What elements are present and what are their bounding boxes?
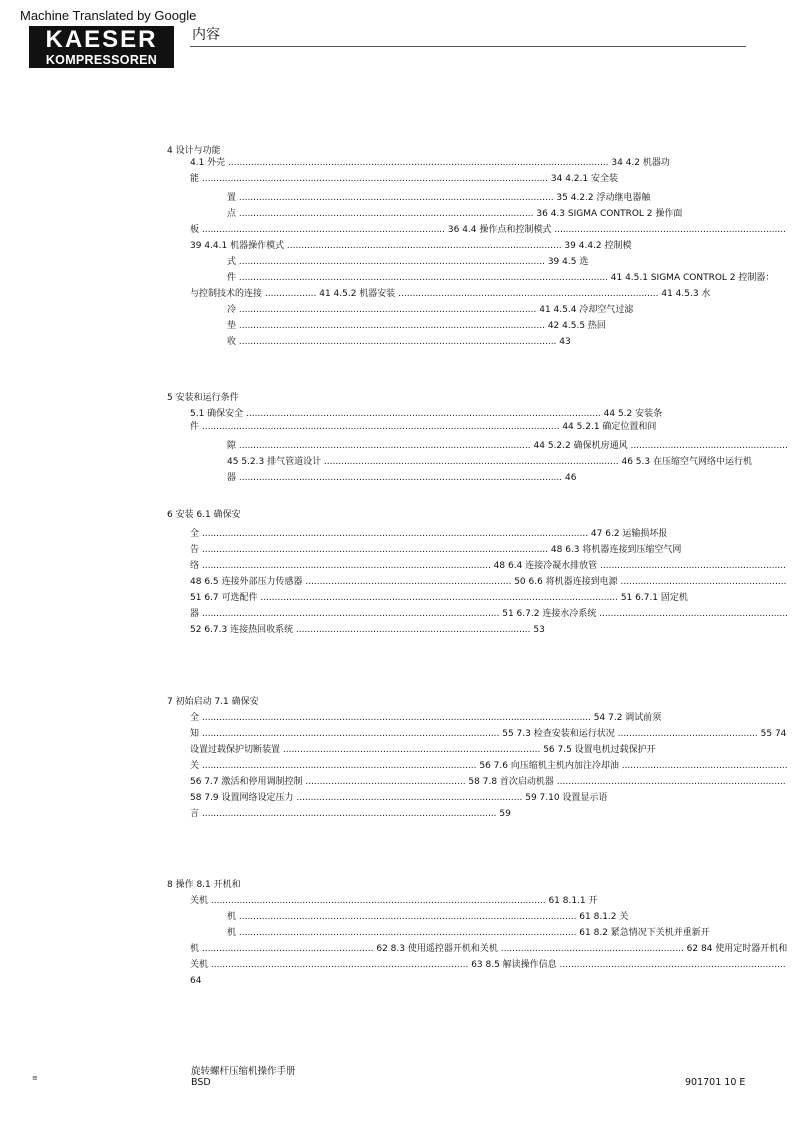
toc-heading: 8 操作 8.1 开机和 bbox=[167, 880, 241, 890]
toc-line: 机 ............................................................ 62 8.3 使用遥控器开机和关机 ................................................................ 62 84 使用定时器开机和 bbox=[190, 944, 788, 954]
toc-line: 器 ................................................................................................................. 46 bbox=[227, 473, 577, 483]
toc-line: 关机 .......................................................................................... 63 8.5 解读操作信息 ............................................................................... bbox=[190, 960, 786, 970]
toc-line: 能 ......................................................................................................................... 34 4.2.1 安全装 bbox=[190, 174, 618, 184]
toc-line: 告 ......................................................................................................................... 48 6.3 将机器连接到压缩空气网 bbox=[190, 545, 682, 555]
toc-line: 48 6.5 连接外部压力传感器 ........................................................................ 50 6.6 将机器连接到电源 .......................................................... bbox=[190, 577, 787, 587]
footer-model: BSD bbox=[191, 1077, 211, 1088]
toc-line: 收 ............................................................................................................... 43 bbox=[227, 337, 571, 347]
toc-line: 56 7.7 激活和停用调制控制 ........................................................ 58 7.8 首次启动机器 ................................................................................ bbox=[190, 777, 786, 787]
toc-heading: 6 安装 6.1 确保安 bbox=[167, 510, 241, 520]
toc-line: 置 .............................................................................................................. 35 4.2.2 浮动继电器触 bbox=[227, 193, 651, 203]
page-title: 内容 bbox=[192, 27, 220, 43]
toc-line: 冷 ........................................................................................................ 41 4.5.4 冷却空气过滤 bbox=[227, 305, 634, 315]
toc-line: 络 ..................................................................................................... 48 6.4 连接冷凝水排放管 ................................................................. bbox=[190, 561, 786, 571]
toc-line: 39 4.4.1 机器操作模式 ................................................................................................ 39 4.4.2 控制模 bbox=[190, 241, 632, 251]
footer-mark: ≡ bbox=[32, 1074, 38, 1082]
kaeser-logo bbox=[29, 26, 174, 68]
toc-heading: 7 初始启动 7.1 确保安 bbox=[167, 697, 259, 707]
toc-line: 设置过载保护切断装置 .......................................................................................... 56 7.5 设置电机过载保护开 bbox=[190, 745, 656, 755]
toc-line: 关机 ..................................................................................................................... 61 8.1.1 开 bbox=[190, 896, 598, 906]
toc-line: 件 ................................................................................................................................. 41 4.5.1 SIGMA CONTROL 2 控制器： bbox=[227, 273, 775, 283]
toc-line: 45 5.2.3 排气管道设计 ....................................................................................................... 46 5.3 在压缩空气网络中运行机 bbox=[227, 457, 752, 467]
toc-line: 58 7.9 设置网络设定压力 ............................................................................... 59 7.10 设置显示语 bbox=[190, 793, 608, 803]
footer-doc-number: 901701 10 E bbox=[685, 1077, 746, 1088]
toc-line: 式 ........................................................................................................... 39 4.5 选 bbox=[227, 257, 589, 267]
footer-manual-title: 旋转螺杆压缩机操作手册 bbox=[191, 1066, 296, 1077]
translation-note: Machine Translated by Google bbox=[20, 8, 197, 23]
toc-line: 全 ....................................................................................................................................... 47 6.2 运输损坏报 bbox=[190, 529, 668, 539]
toc-line: 全 ........................................................................................................................................ 54 7.2 调试前须 bbox=[190, 713, 662, 723]
toc-line: 52 6.7.3 连接热回收系统 .................................................................................. 53 bbox=[190, 625, 545, 635]
toc-line: 点 ....................................................................................................... 36 4.3 SIGMA CONTROL 2 操作面 bbox=[227, 209, 683, 219]
toc-line: 51 6.7 可选配件 ............................................................................................................................. 51 6.7.1 固定机 bbox=[190, 593, 688, 603]
toc-line: 言 ....................................................................................................... 59 bbox=[190, 809, 511, 819]
logo-line2: KOMPRESSOREN bbox=[45, 53, 158, 67]
toc-line: 5.1 确保安全 ............................................................................................................................ 44 5.2 安装条 bbox=[190, 409, 663, 419]
toc-line: 器 ........................................................................................................ 51 6.7.2 连接水冷系统 .................................................................. bbox=[190, 609, 788, 619]
toc-heading: 5 安装和运行条件 bbox=[167, 393, 239, 403]
toc-line: 关 ................................................................................................ 56 7.6 向压缩机主机内加注冷却油 .......................................................... bbox=[190, 761, 788, 771]
toc-line: 4.1 外壳 ..................................................................................................................................... 34 4.2 机器功 bbox=[190, 158, 670, 168]
toc-line: 与控制技术的连接 .................. 41 4.5.2 机器安装 ........................................................................................... 41 4.5.3 水 bbox=[190, 289, 711, 299]
header-divider bbox=[190, 46, 746, 47]
toc-line: 板 ..................................................................................... 36 4.4 操作点和控制模式 ................................................................................. bbox=[190, 225, 786, 235]
toc-line: 64 bbox=[190, 976, 202, 986]
toc-line: 件 ............................................................................................................................. 44 5.2.1 确定位置和间 bbox=[190, 422, 657, 432]
toc-heading: 4 设计与功能 bbox=[167, 146, 221, 156]
toc-line: 隙 ...................................................................................................... 44 5.2.2 确保机房通风 ....................................................... bbox=[227, 441, 788, 451]
toc-line: 机 ...................................................................................................................... 61 8.1.2 关 bbox=[227, 912, 629, 922]
toc-line: 机 ...................................................................................................................... 61 8.2 紧急情况下关机并重新开 bbox=[227, 928, 710, 938]
logo-line1: KAESER bbox=[45, 26, 158, 53]
toc-line: 垫 ........................................................................................................... 42 4.5.5 热回 bbox=[227, 321, 606, 331]
toc-line: 知 ........................................................................................................ 55 7.3 检查安装和运行状况 ................................................. 55 74 bbox=[190, 729, 787, 739]
